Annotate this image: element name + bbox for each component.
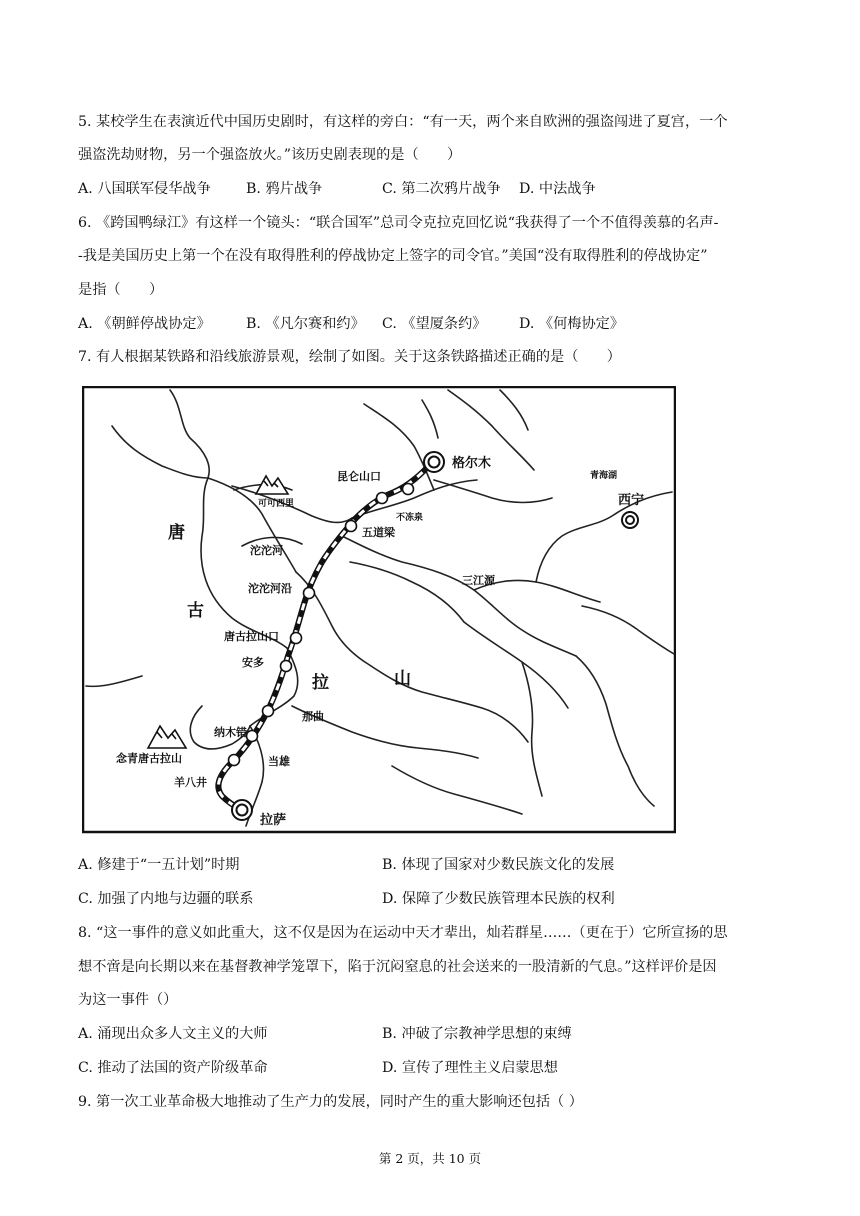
- q5-option-b: B. 鸦片战争: [246, 181, 323, 197]
- q7-option-d: D. 保障了少数民族管理本民族的权利: [382, 891, 615, 907]
- q5-option-c: C. 第二次鸦片战争: [382, 181, 501, 197]
- label-tang: 唐: [168, 523, 185, 543]
- q8-stem-line2: 想不啻是向长期以来在基督教神学笼罩下，陷于沉闷窒息的社会送来的一股清新的气息。”这样评价是因: [78, 959, 717, 975]
- q7-option-c: C. 加强了内地与边疆的联系: [78, 891, 254, 907]
- label-sanjiangyuan: 三江源: [462, 574, 495, 587]
- station-nagqu: [263, 706, 274, 717]
- label-amdo: 安多: [242, 656, 264, 669]
- q9-stem-line1: 9. 第一次工业革命极大地推动了生产力的发展，同时产生的重大影响还包括（ ）: [78, 1094, 583, 1110]
- lhasa-symbol: [232, 800, 252, 820]
- label-nagqu: 那曲: [302, 710, 324, 723]
- q8-stem-line3: 为这一事件（）: [78, 992, 178, 1008]
- q8-option-b: B. 冲破了宗教神学思想的束缚: [382, 1026, 572, 1042]
- label-kekexili: 可可西里: [258, 499, 295, 509]
- station-kunlun: [403, 484, 414, 495]
- label-wudaoliang: 五道梁: [362, 526, 395, 539]
- q7-option-a: A. 修建于“一五计划”时期: [78, 857, 240, 873]
- label-xining: 西宁: [618, 493, 645, 508]
- q5-option-a: A. 八国联军侵华战争: [78, 181, 211, 197]
- label-tanggula-pass: 唐古拉山口: [224, 630, 279, 643]
- label-tuotuohe: 沱沱河: [250, 544, 283, 557]
- q8-option-c: C. 推动了法国的资产阶级革命: [78, 1060, 268, 1076]
- station-budongquan: [377, 493, 388, 504]
- q6-option-c: C. 《望厦条约》: [382, 316, 487, 332]
- label-lhasa: 拉萨: [260, 813, 287, 828]
- label-tuotuohe-yan: 沱沱河沿: [248, 582, 292, 595]
- q5-stem-line1: 5. 某校学生在表演近代中国历史剧时，有这样的旁白：“有一天，两个来自欧洲的强盗闯进了夏宫，一个: [78, 114, 728, 130]
- station-dangxiong: [247, 731, 258, 742]
- q7-stem-line1: 7. 有人根据某铁路和沿线旅游景观，绘制了如图。关于这条铁路描述正确的是（ ）: [78, 349, 621, 365]
- label-yangbajing: 羊八井: [174, 776, 207, 789]
- label-gu: 古: [187, 601, 204, 621]
- q7-option-b: B. 体现了国家对少数民族文化的发展: [382, 857, 615, 873]
- station-tanggula: [291, 633, 302, 644]
- q6-option-a: A. 《朝鲜停战协定》: [78, 316, 211, 332]
- label-dangxiong: 当雄: [268, 755, 290, 768]
- q6-stem-line3: 是指（ ）: [78, 282, 164, 298]
- xining-symbol: [622, 512, 638, 528]
- q6-stem-line1: 6. 《跨国鸭绿江》有这样一个镜头：“联合国军”总司令克拉克回忆说“我获得了一个不值得羡慕的名声-: [78, 215, 719, 231]
- q6-option-d: D. 《何梅协定》: [519, 316, 625, 332]
- q5-option-d: D. 中法战争: [519, 181, 596, 197]
- label-budongquan: 不冻泉: [396, 513, 424, 523]
- q8-stem-line1: 8. “这一事件的意义如此重大，这不仅是因为在运动中天才辈出，灿若群星……（更在于）它所宣扬的思: [78, 925, 728, 941]
- station-amdo: [281, 661, 292, 672]
- map-frame: [83, 387, 675, 832]
- station-wudaoliang: [346, 521, 357, 532]
- page-footer: 第 2 页，共 10 页: [378, 1151, 482, 1166]
- label-namtso: 纳木错: [214, 726, 247, 739]
- q8-option-d: D. 宣传了理性主义启蒙思想: [382, 1060, 558, 1076]
- q6-option-b: B. 《凡尔赛和约》: [246, 316, 365, 332]
- golmud-symbol: [424, 452, 444, 472]
- label-kunlun-pass: 昆仑山口: [337, 470, 381, 483]
- station-yangbajing: [229, 755, 240, 766]
- railway-map: [82, 386, 676, 834]
- label-la: 拉: [312, 673, 329, 693]
- label-nyenchen: 念青唐古拉山: [116, 752, 182, 765]
- q6-stem-line2: -我是美国历史上第一个在没有取得胜利的停战协定上签字的司令官。”美国“没有取得胜利的停战协定”: [78, 248, 708, 264]
- label-qinghai-lake: 青海湖: [590, 471, 618, 481]
- label-shan: 山: [394, 669, 411, 689]
- q8-option-a: A. 涌现出众多人文主义的大师: [78, 1026, 268, 1042]
- station-tuotuohe: [304, 588, 315, 599]
- q5-stem-line2: 强盗洗劫财物，另一个强盗放火。”该历史剧表现的是（ ）: [78, 147, 462, 163]
- label-golmud: 格尔木: [452, 456, 492, 471]
